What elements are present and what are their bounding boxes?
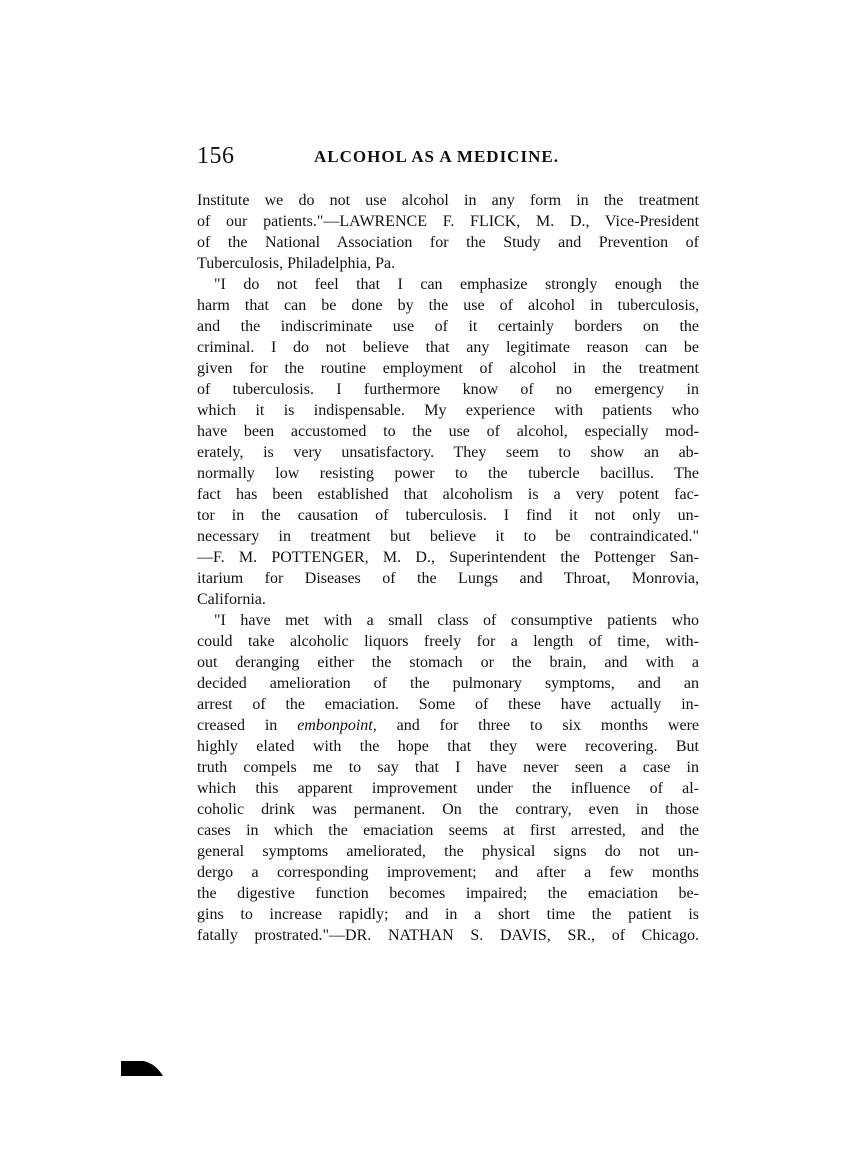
text-line: Tuberculosis, Philadelphia, Pa.: [197, 255, 396, 272]
author-name: DR. NATHAN S. DAVIS, SR.,: [345, 927, 596, 944]
text-line: dergo a corresponding improvement; and after a few months: [197, 864, 699, 881]
text-line: fatally prostrated."—DR. NATHAN S. DAVIS, SR., of Chicago.: [197, 927, 700, 944]
text-line: of tuberculosis. I furthermore know of no emergency in: [197, 381, 699, 398]
text-line: California.: [197, 591, 266, 608]
body-text: [197, 190, 699, 946]
text-line: arrest of the emaciation. Some of these have actually in-: [197, 696, 699, 713]
text-line: decided amelioration of the pulmonary symptoms, and an: [197, 675, 699, 692]
text-line: truth compels me to say that I have never seen a case in: [197, 759, 699, 776]
text-line: —F. M. POTTENGER, M. D., Superintendent the Pottenger San-: [197, 549, 700, 566]
text-line: general symptoms ameliorated, the physical signs do not un-: [197, 843, 699, 860]
text-line: criminal. I do not believe that any legitimate reason can be: [197, 339, 699, 356]
page-header: [197, 143, 699, 173]
text-line: "I do not feel that I can emphasize strongly enough the: [214, 276, 699, 293]
text-line: the digestive function becomes impaired; the emaciation be-: [197, 885, 699, 902]
text-line: highly elated with the hope that they were recovering. But: [197, 738, 699, 755]
page-number: 156: [197, 143, 235, 169]
text-line: normally low resisting power to the tubercle bacillus. The: [197, 465, 699, 482]
author-name: LAWRENCE: [339, 213, 427, 230]
text-line: "I have met with a small class of consumptive patients who: [214, 612, 699, 629]
text-line: given for the routine employment of alcohol in the treatment: [197, 360, 699, 377]
text-line: itarium for Diseases of the Lungs and Throat, Monrovia,: [197, 570, 699, 587]
text-line: out deranging either the stomach or the brain, and with a: [197, 654, 699, 671]
text-line: and the indiscriminate use of it certainly borders on the: [197, 318, 699, 335]
text-line: have been accustomed to the use of alcohol, especially mod-: [197, 423, 699, 440]
text-line: which it is indispensable. My experience with patients who: [197, 402, 699, 419]
text-line: of our patients."—LAWRENCE F. FLICK, M. D., Vice-President: [197, 213, 700, 230]
author-name: POTTENGER,: [271, 549, 369, 566]
text-line: necessary in treatment but believe it to be contraindicated.": [197, 528, 699, 545]
text-line: erately, is very unsatisfactory. They seem to show an ab-: [197, 444, 699, 461]
scan-corner-mark: [121, 1061, 163, 1076]
text-line: creased in embonpoint, and for three to six months were: [197, 717, 700, 734]
text-line: Institute we do not use alcohol in any form in the treatment: [197, 192, 699, 209]
text-line: coholic drink was permanent. On the contrary, even in those: [197, 801, 699, 818]
text-line: cases in which the emaciation seems at first arrested, and the: [197, 822, 699, 839]
author-name: FLICK,: [470, 213, 521, 230]
text-line: which this apparent improvement under the influence of al-: [197, 780, 699, 797]
text-line: harm that can be done by the use of alcohol in tuberculosis,: [197, 297, 699, 314]
text-line: of the National Association for the Study and Prevention of: [197, 234, 699, 251]
text-line: tor in the causation of tuberculosis. I find it not only un-: [197, 507, 699, 524]
text-line: gins to increase rapidly; and in a short time the patient is: [197, 906, 699, 923]
text-line: could take alcoholic liquors freely for a length of time, with-: [197, 633, 699, 650]
text-line: fact has been established that alcoholism is a very potent fac-: [197, 486, 699, 503]
running-title: ALCOHOL AS A MEDICINE.: [314, 147, 559, 166]
italic-term: embonpoint,: [297, 717, 377, 734]
